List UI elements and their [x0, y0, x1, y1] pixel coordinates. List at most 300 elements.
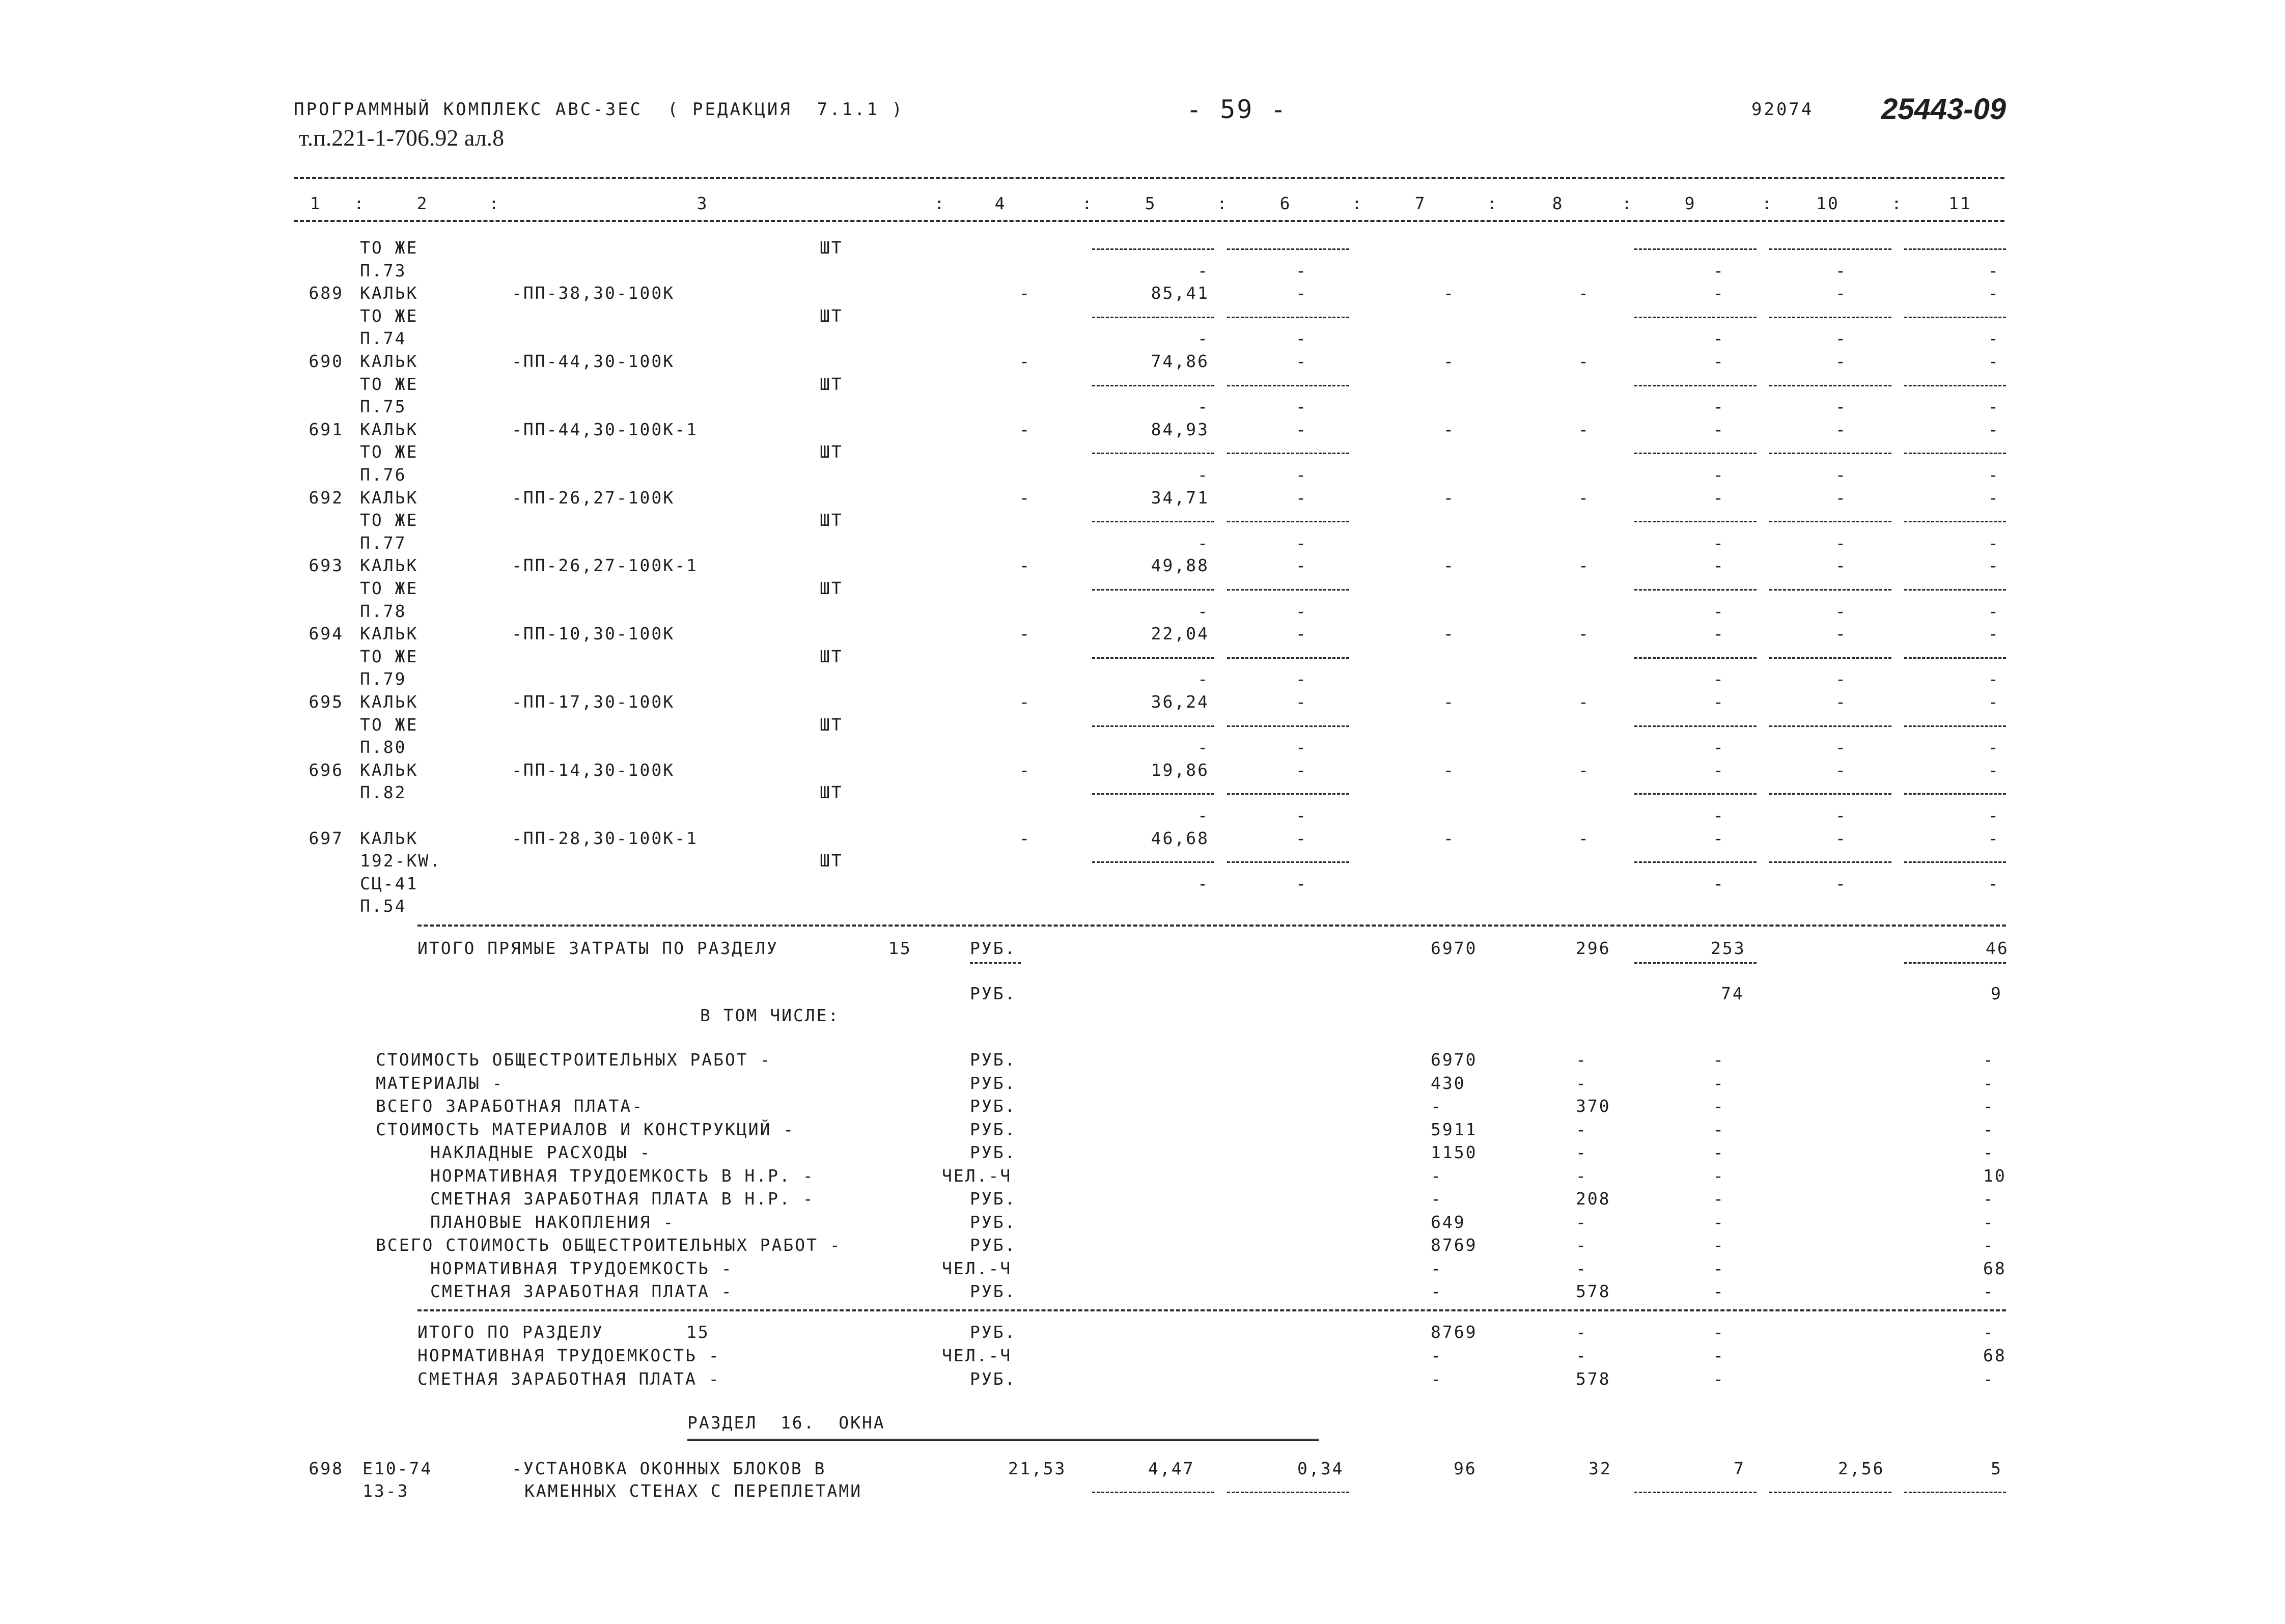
cell-col6: - — [1296, 624, 1307, 643]
section-total-col8: 578 — [1576, 1369, 1611, 1389]
row-code: КАЛЬК — [360, 760, 419, 780]
cell-col6: - — [1296, 397, 1307, 416]
breakdown-col8: 208 — [1576, 1189, 1611, 1209]
document-code: 92074 — [1751, 99, 1814, 120]
row-number: 689 — [309, 283, 344, 303]
breakdown-col9: - — [1713, 1166, 1725, 1186]
cell-col7: - — [1443, 283, 1455, 303]
cell-rule-5 — [1092, 521, 1214, 522]
cell-col11: - — [1988, 261, 2000, 281]
cell-col9: 7 — [1734, 1459, 1745, 1478]
cell-col9: - — [1713, 533, 1725, 553]
cell-col10: - — [1835, 874, 1847, 893]
breakdown-unit: РУБ. — [970, 1142, 1017, 1162]
cell-col9: - — [1713, 737, 1725, 757]
cell-col5: 74,86 — [1151, 351, 1209, 371]
column-header-9: 9 — [1684, 193, 1696, 213]
breakdown-col11: 10 — [1983, 1166, 2007, 1186]
cell-col6: 0,34 — [1297, 1459, 1344, 1478]
row-description: -ПП-10,30-100К — [512, 624, 675, 643]
cell-rule-6 — [1227, 521, 1349, 522]
row-code: П.77 — [360, 533, 407, 553]
cell-col6: - — [1296, 261, 1307, 281]
cell-col5: - — [1197, 737, 1209, 757]
cell-col7: - — [1443, 760, 1455, 780]
breakdown-unit: РУБ. — [970, 1235, 1017, 1255]
breakdown-col7: - — [1431, 1281, 1442, 1301]
cell-rule-10 — [1769, 453, 1891, 454]
cell-col5: - — [1197, 397, 1209, 416]
cell-rule-11 — [1904, 1492, 2006, 1493]
row-number: 696 — [309, 760, 344, 780]
section-total-col11: - — [1983, 1322, 1995, 1342]
row-unit: ШТ — [820, 647, 843, 666]
cell-col7: - — [1443, 488, 1455, 508]
page-number: - 59 - — [1186, 95, 1288, 124]
breakdown-col8: - — [1576, 1235, 1587, 1255]
breakdown-col8: - — [1576, 1073, 1587, 1093]
cell-col5: - — [1197, 669, 1209, 689]
row-number: 694 — [309, 624, 344, 643]
row-code: П.54 — [360, 896, 407, 916]
cell-col4: - — [1019, 692, 1031, 712]
column-separator: : — [1352, 193, 1363, 213]
cell-col6: - — [1296, 828, 1307, 848]
cell-rule-5 — [1092, 317, 1214, 318]
cell-rule-10 — [1769, 1492, 1891, 1493]
cell-rule-11 — [1904, 385, 2006, 386]
breakdown-col7: - — [1431, 1189, 1442, 1209]
cell-rule-10 — [1769, 248, 1891, 250]
cell-col6: - — [1296, 488, 1307, 508]
cell-rule-11 — [1904, 248, 2006, 250]
breakdown-col9: - — [1713, 1050, 1725, 1070]
summary-unit-rule — [970, 962, 1021, 964]
program-header: ПРОГРАММНЫЙ КОМПЛЕКС АВС-3ЕС ( РЕДАКЦИЯ 7.1.1 ) — [294, 99, 905, 120]
cell-col9: - — [1713, 397, 1725, 416]
cell-rule-9 — [1634, 385, 1757, 386]
column-separator: : — [354, 193, 366, 213]
cell-rule-9 — [1634, 317, 1757, 318]
cell-col8: - — [1578, 283, 1590, 303]
row-code: П.76 — [360, 465, 407, 485]
cell-col11: 5 — [1991, 1459, 2002, 1478]
cell-rule-10 — [1769, 861, 1891, 863]
row-description: -ПП-44,30-100К-1 — [512, 419, 698, 439]
cell-col4: - — [1019, 760, 1031, 780]
row-code: ТО ЖЕ — [360, 238, 419, 258]
cell-rule-6 — [1227, 589, 1349, 591]
cell-col9: - — [1713, 261, 1725, 281]
in-total-label: В ТОМ ЧИСЛЕ: — [700, 1005, 840, 1025]
breakdown-col7: 5911 — [1431, 1119, 1478, 1139]
cell-col10: - — [1835, 283, 1847, 303]
row-code: КАЛЬК — [360, 555, 419, 575]
cell-col5: 19,86 — [1151, 760, 1209, 780]
cell-col4: - — [1019, 624, 1031, 643]
cell-col6: - — [1296, 669, 1307, 689]
section-total-col7: 8769 — [1431, 1322, 1478, 1342]
row-unit: ШТ — [820, 442, 843, 462]
row-number: 697 — [309, 828, 344, 848]
breakdown-rule-bottom — [417, 1309, 2006, 1311]
cell-col9: - — [1713, 874, 1725, 893]
cell-col10: 2,56 — [1838, 1459, 1885, 1478]
cell-rule-5 — [1092, 861, 1214, 863]
summary-col11-2: 9 — [1991, 984, 2002, 1003]
cell-rule-9 — [1634, 589, 1757, 591]
cell-col6: - — [1296, 283, 1307, 303]
breakdown-col9: - — [1713, 1258, 1725, 1278]
cell-rule-11 — [1904, 521, 2006, 522]
section-total-col11: - — [1983, 1369, 1995, 1389]
column-header-1: 1 — [310, 193, 322, 213]
row-code: КАЛЬК — [360, 692, 419, 712]
breakdown-unit: РУБ. — [970, 1119, 1017, 1139]
cell-rule-5 — [1092, 385, 1214, 386]
column-separator: : — [1622, 193, 1633, 213]
column-separator: : — [489, 193, 500, 213]
row-code: ТО ЖЕ — [360, 647, 419, 666]
cell-col9: - — [1713, 328, 1725, 348]
cell-col11: - — [1988, 328, 2000, 348]
summary-col9: 253 — [1711, 938, 1746, 958]
breakdown-col9: - — [1713, 1212, 1725, 1232]
summary-unit: РУБ. — [970, 938, 1017, 958]
row-description: -ПП-26,27-100К — [512, 488, 675, 508]
cell-rule-11 — [1904, 725, 2006, 727]
cell-col10: - — [1835, 261, 1847, 281]
breakdown-label: ВСЕГО СТОИМОСТЬ ОБЩЕСТРОИТЕЛЬНЫХ РАБОТ - — [376, 1235, 842, 1255]
row-unit: ШТ — [820, 306, 843, 326]
breakdown-col9: - — [1713, 1235, 1725, 1255]
cell-rule-5 — [1092, 657, 1214, 659]
cell-col9: - — [1713, 760, 1725, 780]
breakdown-unit: РУБ. — [970, 1073, 1017, 1093]
cell-col5: - — [1197, 261, 1209, 281]
breakdown-unit: ЧЕЛ.-Ч — [942, 1166, 1012, 1186]
cell-rule-5 — [1092, 589, 1214, 591]
cell-rule-9 — [1634, 657, 1757, 659]
cell-rule-10 — [1769, 317, 1891, 318]
cell-col4: - — [1019, 351, 1031, 371]
row-unit: ШТ — [820, 715, 843, 735]
cell-col10: - — [1835, 737, 1847, 757]
row-code: П.78 — [360, 601, 407, 621]
cell-col5: - — [1197, 874, 1209, 893]
breakdown-label: СТОИМОСТЬ МАТЕРИАЛОВ И КОНСТРУКЦИЙ - — [376, 1119, 795, 1139]
cell-rule-9 — [1634, 248, 1757, 250]
cell-col10: - — [1835, 419, 1847, 439]
row-unit: ШТ — [820, 782, 843, 802]
cell-col8: - — [1578, 351, 1590, 371]
row-unit: ШТ — [820, 851, 843, 871]
column-separator: : — [1082, 193, 1094, 213]
cell-col9: - — [1713, 351, 1725, 371]
cell-col8: - — [1578, 419, 1590, 439]
cell-col10: - — [1835, 488, 1847, 508]
cell-col8: - — [1578, 488, 1590, 508]
cell-col10: - — [1835, 624, 1847, 643]
cell-col5: - — [1197, 465, 1209, 485]
cell-col7: - — [1443, 692, 1455, 712]
cell-col5: - — [1197, 601, 1209, 621]
column-separator: : — [1762, 193, 1773, 213]
row-code: П.75 — [360, 397, 407, 416]
row-code: КАЛЬК — [360, 283, 419, 303]
handwritten-reference: т.п.221-1-706.92 ал.8 — [299, 125, 505, 151]
row-code: 192-КW. — [360, 851, 442, 871]
breakdown-col7: 430 — [1431, 1073, 1466, 1093]
cell-col5: 84,93 — [1151, 419, 1209, 439]
breakdown-col9: - — [1713, 1281, 1725, 1301]
cell-col6: - — [1296, 737, 1307, 757]
cell-col6: - — [1296, 555, 1307, 575]
breakdown-label: НОРМАТИВНАЯ ТРУДОЕМКОСТЬ - — [430, 1258, 733, 1278]
cell-col9: - — [1713, 419, 1725, 439]
row-code: П.80 — [360, 737, 407, 757]
cell-rule-11 — [1904, 793, 2006, 795]
cell-col6: - — [1296, 760, 1307, 780]
breakdown-col8: - — [1576, 1166, 1587, 1186]
cell-col7: - — [1443, 419, 1455, 439]
cell-col10: - — [1835, 351, 1847, 371]
cell-col9: - — [1713, 692, 1725, 712]
breakdown-col7: - — [1431, 1258, 1442, 1278]
row-code: КАЛЬК — [360, 419, 419, 439]
cell-col11: - — [1988, 874, 2000, 893]
cell-col10: - — [1835, 465, 1847, 485]
section-total-col9: - — [1713, 1322, 1725, 1342]
header-rule-top — [294, 177, 2004, 179]
cell-col7: - — [1443, 555, 1455, 575]
summary-section: 15 — [888, 938, 912, 958]
cell-rule-5 — [1092, 793, 1214, 795]
breakdown-col9: - — [1713, 1189, 1725, 1209]
section-16-underline — [687, 1439, 1319, 1441]
breakdown-col11: 68 — [1983, 1258, 2007, 1278]
section-total-col9: - — [1713, 1346, 1725, 1365]
section-total-col8: - — [1576, 1346, 1587, 1365]
breakdown-col7: 6970 — [1431, 1050, 1478, 1070]
cell-col10: - — [1835, 828, 1847, 848]
summary-col8: 296 — [1576, 938, 1611, 958]
row-code: ТО ЖЕ — [360, 374, 419, 394]
breakdown-col8: - — [1576, 1050, 1587, 1070]
cell-rule-6 — [1227, 793, 1349, 795]
cell-rule-10 — [1769, 521, 1891, 522]
cell-col4: - — [1019, 828, 1031, 848]
column-separator: : — [1891, 193, 1903, 213]
cell-col11: - — [1988, 488, 2000, 508]
cell-col5: 22,04 — [1151, 624, 1209, 643]
cell-col11: - — [1988, 624, 2000, 643]
row-description: -ПП-28,30-100К-1 — [512, 828, 698, 848]
breakdown-col7: - — [1431, 1166, 1442, 1186]
breakdown-label: НАКЛАДНЫЕ РАСХОДЫ - — [430, 1142, 652, 1162]
section-total-label: НОРМАТИВНАЯ ТРУДОЕМКОСТЬ - — [417, 1346, 720, 1365]
row-number: 693 — [309, 555, 344, 575]
cell-rule-6 — [1227, 861, 1349, 863]
cell-col9: - — [1713, 283, 1725, 303]
stamp-number: 25443-09 — [1881, 93, 2007, 126]
cell-col11: - — [1988, 828, 2000, 848]
header-rule-bottom — [294, 220, 2004, 222]
cell-col5: - — [1197, 328, 1209, 348]
cell-rule-9 — [1634, 1492, 1757, 1493]
cell-col6: - — [1296, 692, 1307, 712]
cell-col5: 34,71 — [1151, 488, 1209, 508]
breakdown-unit: РУБ. — [970, 1212, 1017, 1232]
cell-rule-11 — [1904, 861, 2006, 863]
breakdown-unit: РУБ. — [970, 1281, 1017, 1301]
breakdown-col9: - — [1713, 1142, 1725, 1162]
row-code: ТО ЖЕ — [360, 306, 419, 326]
row-code: ТО ЖЕ — [360, 510, 419, 530]
cell-rule-6 — [1227, 453, 1349, 454]
cell-col11: - — [1988, 760, 2000, 780]
cell-col9: - — [1713, 488, 1725, 508]
column-header-6: 6 — [1279, 193, 1292, 213]
row-code: П.74 — [360, 328, 407, 348]
cell-rule-10 — [1769, 725, 1891, 727]
cell-col10: - — [1835, 397, 1847, 416]
cell-col10: - — [1835, 601, 1847, 621]
row-code: ТО ЖЕ — [360, 715, 419, 735]
breakdown-col8: 370 — [1576, 1096, 1611, 1116]
breakdown-col9: - — [1713, 1119, 1725, 1139]
breakdown-col9: - — [1713, 1073, 1725, 1093]
cell-col10: - — [1835, 533, 1847, 553]
cell-col6: - — [1296, 601, 1307, 621]
breakdown-unit: ЧЕЛ.-Ч — [942, 1258, 1012, 1278]
cell-rule-9 — [1634, 861, 1757, 863]
cell-col11: - — [1988, 419, 2000, 439]
summary-label: ИТОГО ПРЯМЫЕ ЗАТРАТЫ ПО РАЗДЕЛУ — [417, 938, 778, 958]
summary-rule-top — [417, 925, 2006, 927]
breakdown-label: МАТЕРИАЛЫ - — [376, 1073, 504, 1093]
cell-col9: - — [1713, 555, 1725, 575]
section-total-label: СМЕТНАЯ ЗАРАБОТНАЯ ПЛАТА - — [417, 1369, 720, 1389]
cell-col9: - — [1713, 669, 1725, 689]
breakdown-col11: - — [1983, 1073, 1995, 1093]
cell-rule-6 — [1227, 317, 1349, 318]
column-header-3: 3 — [696, 193, 709, 213]
cell-rule-5 — [1092, 248, 1214, 250]
cell-col6: - — [1296, 419, 1307, 439]
cell-col11: - — [1988, 533, 2000, 553]
cell-rule-9 — [1634, 793, 1757, 795]
section-total-unit: РУБ. — [970, 1322, 1017, 1342]
row-number: 691 — [309, 419, 344, 439]
row-description-2: КАМЕННЫХ СТЕНАХ С ПЕРЕПЛЕТАМИ — [524, 1481, 862, 1501]
breakdown-col11: - — [1983, 1189, 1995, 1209]
cell-col4: - — [1019, 283, 1031, 303]
row-code: КАЛЬК — [360, 488, 419, 508]
cell-col5: 4,47 — [1148, 1459, 1195, 1478]
section-total-unit: РУБ. — [970, 1369, 1017, 1389]
cell-col4: - — [1019, 488, 1031, 508]
cell-col9: - — [1713, 624, 1725, 643]
cell-col7: - — [1443, 351, 1455, 371]
breakdown-unit: РУБ. — [970, 1189, 1017, 1209]
row-code: Е10-74 — [363, 1459, 433, 1478]
row-unit: ШТ — [820, 374, 843, 394]
section-total-col11: 68 — [1983, 1346, 2007, 1365]
cell-col6: - — [1296, 465, 1307, 485]
cell-col9: - — [1713, 601, 1725, 621]
cell-col10: - — [1835, 692, 1847, 712]
breakdown-col11: - — [1983, 1119, 1995, 1139]
cell-col10: - — [1835, 669, 1847, 689]
section-total-col7: - — [1431, 1369, 1442, 1389]
row-code: КАЛЬК — [360, 351, 419, 371]
breakdown-col8: - — [1576, 1142, 1587, 1162]
breakdown-unit: РУБ. — [970, 1050, 1017, 1070]
summary-col11-rule — [1904, 962, 2006, 964]
row-description: -ПП-44,30-100К — [512, 351, 675, 371]
cell-col10: - — [1835, 805, 1847, 825]
cell-rule-9 — [1634, 725, 1757, 727]
cell-col5: 46,68 — [1151, 828, 1209, 848]
column-header-8: 8 — [1552, 193, 1564, 213]
cell-col6: - — [1296, 874, 1307, 893]
cell-col11: - — [1988, 737, 2000, 757]
cell-col5: - — [1197, 533, 1209, 553]
summary-col7: 6970 — [1431, 938, 1478, 958]
cell-col5: 85,41 — [1151, 283, 1209, 303]
cell-col11: - — [1988, 692, 2000, 712]
breakdown-col7: 649 — [1431, 1212, 1466, 1232]
column-header-4: 4 — [994, 193, 1007, 213]
section-total-unit: ЧЕЛ.-Ч — [942, 1346, 1012, 1365]
cell-rule-11 — [1904, 453, 2006, 454]
row-code-2: 13-3 — [363, 1481, 409, 1501]
breakdown-col11: - — [1983, 1050, 1995, 1070]
cell-rule-10 — [1769, 657, 1891, 659]
row-description: -ПП-14,30-100К — [512, 760, 675, 780]
column-separator: : — [1487, 193, 1498, 213]
cell-col6: - — [1296, 805, 1307, 825]
row-code: П.73 — [360, 261, 407, 281]
cell-col5: 36,24 — [1151, 692, 1209, 712]
summary-unit-2: РУБ. — [970, 984, 1017, 1003]
breakdown-col11: - — [1983, 1281, 1995, 1301]
cell-col8: - — [1578, 692, 1590, 712]
breakdown-col9: - — [1713, 1096, 1725, 1116]
row-code: ТО ЖЕ — [360, 442, 419, 462]
cell-rule-6 — [1227, 1492, 1349, 1493]
cell-col4: 21,53 — [1008, 1459, 1067, 1478]
cell-col11: - — [1988, 283, 2000, 303]
breakdown-col11: - — [1983, 1096, 1995, 1116]
cell-rule-11 — [1904, 317, 2006, 318]
breakdown-col7: - — [1431, 1096, 1442, 1116]
cell-rule-6 — [1227, 725, 1349, 727]
row-description: -УСТАНОВКА ОКОННЫХ БЛОКОВ В — [512, 1459, 826, 1478]
row-code: КАЛЬК — [360, 828, 419, 848]
cell-col9: - — [1713, 828, 1725, 848]
cell-rule-5 — [1092, 1492, 1214, 1493]
row-code: КАЛЬК — [360, 624, 419, 643]
summary-col9-2: 74 — [1721, 984, 1744, 1003]
row-code: П.82 — [360, 782, 407, 802]
cell-rule-5 — [1092, 453, 1214, 454]
row-code: ТО ЖЕ — [360, 578, 419, 598]
cell-rule-9 — [1634, 521, 1757, 522]
cell-col7: 96 — [1454, 1459, 1477, 1478]
column-separator: : — [1217, 193, 1229, 213]
